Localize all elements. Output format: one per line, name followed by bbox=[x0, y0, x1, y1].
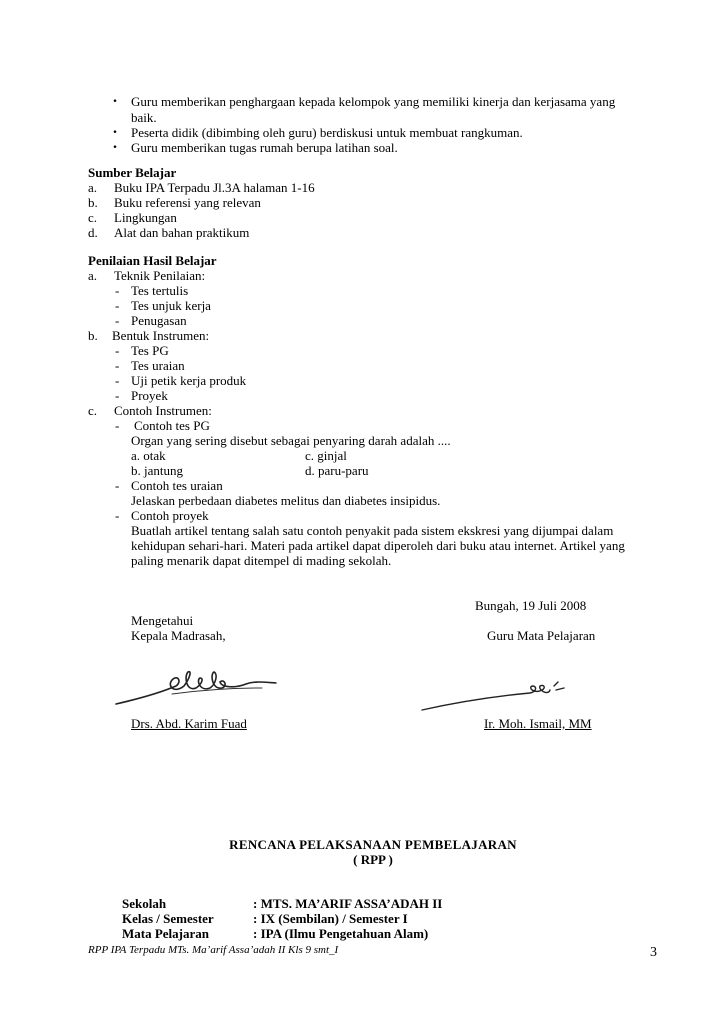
answer-option: a. otak bbox=[131, 448, 166, 463]
list-marker: b. bbox=[88, 328, 98, 343]
list-item: Tes tertulis bbox=[131, 283, 189, 298]
question-text: Organ yang sering disebut sebagai penyaring darah adalah .... bbox=[131, 433, 451, 448]
list-marker: a. bbox=[88, 180, 98, 195]
list-item: Buku IPA Terpadu Jl.3A halaman 1-16 bbox=[114, 180, 315, 195]
list-marker: b. bbox=[88, 195, 98, 210]
question-text: Buatlah artikel tentang salah satu contoh penyakit pada sistem ekskresi yang dijumpai dalam bbox=[131, 523, 614, 538]
list-marker: d. bbox=[88, 225, 98, 240]
signature-left-name: Drs. Abd. Karim Fuad bbox=[131, 716, 247, 731]
signature-left-title: Kepala Madrasah, bbox=[131, 628, 226, 643]
signature-left-image bbox=[112, 664, 288, 710]
list-item: Tes uraian bbox=[131, 358, 185, 373]
question-text: kehidupan sehari-hari. Materi pada artikel dapat diperoleh dari buku atau internet. Artikel yang bbox=[131, 538, 625, 553]
rpp-title: RENCANA PELAKSANAAN PEMBELAJARAN bbox=[229, 837, 517, 852]
list-item: Alat dan bahan praktikum bbox=[114, 225, 250, 240]
page-footer-text: RPP IPA Terpadu MTs. Ma’arif Assa’adah II Kls 9 smt_I bbox=[88, 944, 339, 956]
list-item-label: Contoh Instrumen: bbox=[114, 403, 212, 418]
list-item-label: Contoh tes uraian bbox=[131, 478, 223, 493]
bullet-dot: . bbox=[113, 135, 117, 152]
list-item: Penugasan bbox=[131, 313, 187, 328]
identity-value: : MTS. MA’ARIF ASSA’ADAH II bbox=[253, 896, 443, 911]
signature-right-image bbox=[418, 680, 578, 714]
question-text: Jelaskan perbedaan diabetes melitus dan diabetes insipidus. bbox=[131, 493, 441, 508]
rpp-subtitle: ( RPP ) bbox=[353, 852, 393, 867]
dash-marker: - bbox=[115, 298, 120, 313]
identity-label: Sekolah bbox=[122, 896, 167, 911]
signature-right-title: Guru Mata Pelajaran bbox=[487, 628, 596, 643]
list-item: Peserta didik (dibimbing oleh guru) berdiskusi untuk membuat rangkuman. bbox=[131, 125, 523, 140]
dash-marker: - bbox=[115, 358, 120, 373]
list-marker: c. bbox=[88, 210, 98, 225]
list-item-label: Teknik Penilaian: bbox=[114, 268, 206, 283]
dash-marker: - bbox=[115, 478, 120, 493]
section-heading-penilaian: Penilaian Hasil Belajar bbox=[88, 253, 217, 268]
dash-marker: - bbox=[115, 373, 120, 388]
section-heading-sumber: Sumber Belajar bbox=[88, 165, 177, 180]
dash-marker: - bbox=[115, 343, 120, 358]
dash-marker: - bbox=[115, 283, 120, 298]
answer-option: b. jantung bbox=[131, 463, 183, 478]
identity-value: : IPA (Ilmu Pengetahuan Alam) bbox=[253, 926, 429, 941]
page-number: 3 bbox=[650, 945, 657, 960]
dash-marker: - bbox=[115, 313, 120, 328]
list-item: Buku referensi yang relevan bbox=[114, 195, 261, 210]
list-item: Uji petik kerja produk bbox=[131, 373, 247, 388]
list-item-label: Contoh proyek bbox=[131, 508, 209, 523]
dash-marker: - bbox=[115, 508, 120, 523]
bullet-dot: . bbox=[113, 120, 117, 137]
list-item: Proyek bbox=[131, 388, 168, 403]
question-text: paling menarik dapat ditempel di mading sekolah. bbox=[131, 553, 392, 568]
list-item-label: Contoh tes PG bbox=[134, 418, 210, 433]
answer-option: c. ginjal bbox=[305, 448, 347, 463]
list-item: Guru memberikan tugas rumah berupa latihan soal. bbox=[131, 140, 398, 155]
dash-marker: - bbox=[115, 418, 120, 433]
answer-option: d. paru-paru bbox=[305, 463, 369, 478]
identity-label: Kelas / Semester bbox=[122, 911, 214, 926]
signature-right-name: Ir. Moh. Ismail, MM bbox=[484, 716, 592, 731]
identity-value: : IX (Sembilan) / Semester I bbox=[253, 911, 408, 926]
list-item: Tes unjuk kerja bbox=[131, 298, 211, 313]
list-item: Guru memberikan penghargaan kepada kelompok yang memiliki kinerja dan kerjasama yang bbox=[131, 94, 616, 109]
list-item-continuation: baik. bbox=[131, 110, 157, 125]
bullet-dot: . bbox=[113, 89, 117, 106]
signature-left-caption: Mengetahui bbox=[131, 613, 194, 628]
identity-label: Mata Pelajaran bbox=[122, 926, 210, 941]
dash-marker: - bbox=[115, 388, 120, 403]
list-marker: a. bbox=[88, 268, 98, 283]
list-marker: c. bbox=[88, 403, 98, 418]
list-item: Lingkungan bbox=[114, 210, 177, 225]
list-item-label: Bentuk Instrumen: bbox=[112, 328, 210, 343]
list-item: Tes PG bbox=[131, 343, 169, 358]
place-date: Bungah, 19 Juli 2008 bbox=[475, 598, 587, 613]
